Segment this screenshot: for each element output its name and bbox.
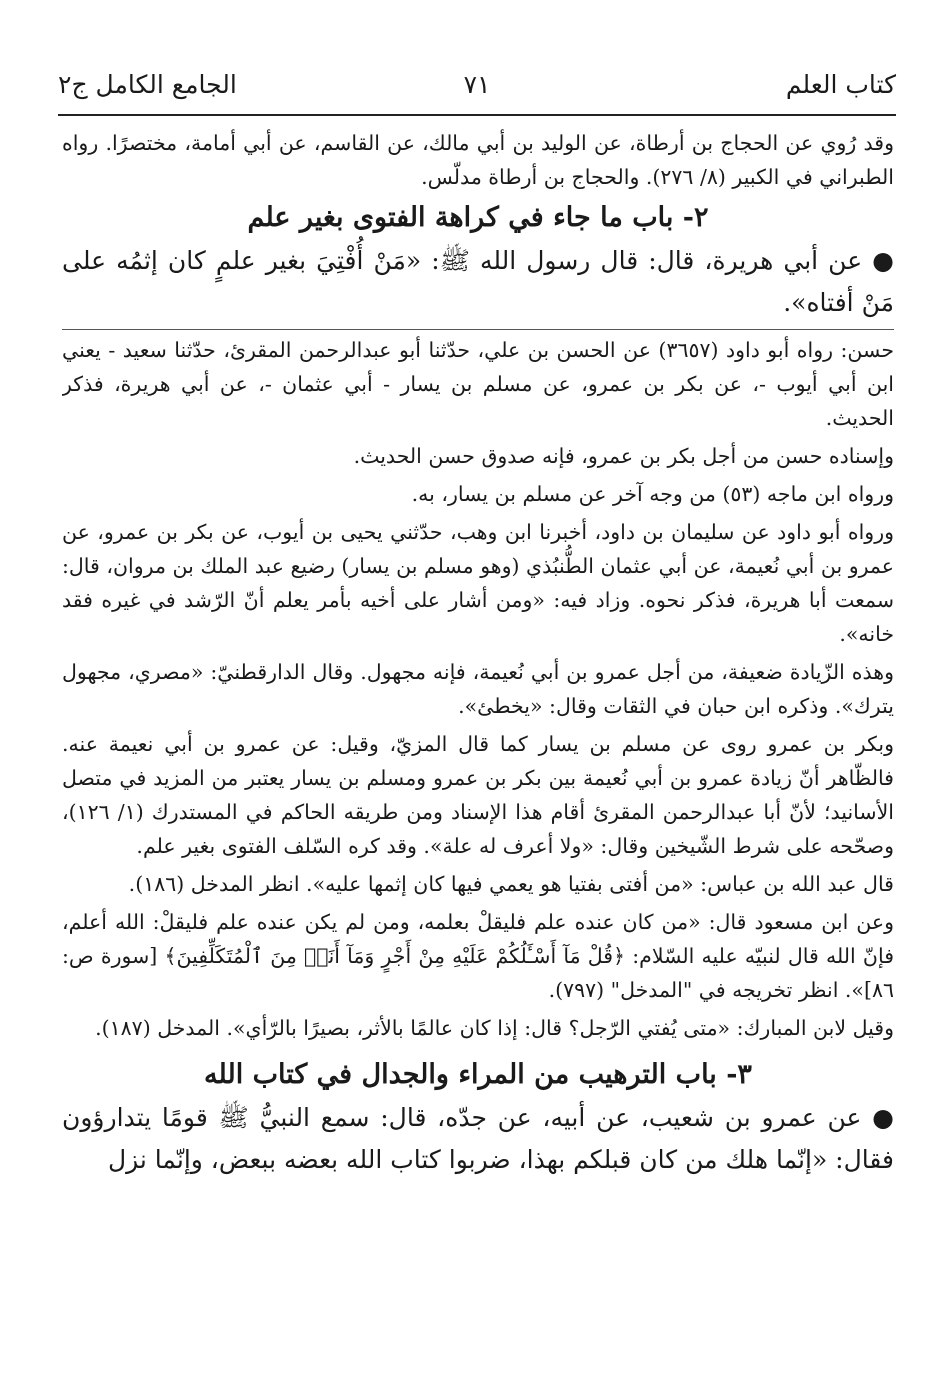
page-content [62,126,894,1376]
footnote-separator [62,329,894,330]
chapter-2-heading: ٢- باب ما جاء في كراهة الفتوى بغير علم [247,202,709,233]
hadith-2-text: ● عن أبي هريرة، قال: قال رسول الله ﷺ: «مَنْ أُفْتِيَ بغير علمٍ كان إثمُه على مَنْ أفتاه». [62,246,894,317]
note-2-2: وإسناده حسن من أجل بكر بن عمرو، فإنه صدوق حسن الحديث. [353,444,894,468]
note-2-6: وبكر بن عمرو روى عن مسلم بن يسار كما قال المزيّ، وقيل: عن عمرو بن أبي نعيمة عنه. فالظّاهر أنّ زيادة عمرو بن أبي نُعيمة بين بكر بن عمرو ومسلم بن يسار يعتبر من المزيد في متصل الأسانيد؛ لأنّ أبا عبدالرحمن المقرئ أقام هذا الإسناد ومن طريقه الحاكم في المستدرك (١/ ١٢٦)، وصحّحه على شرط الشّيخين وقال: «ولا أعرف له علة». وقد كره السّلف الفتوى بغير علم. [62,732,894,858]
note-2-1: حسن: رواه أبو داود (٣٦٥٧) عن الحسن بن علي، حدّثنا أبو عبدالرحمن المقرئ، حدّثنا سعيد - يعني ابن أبي أيوب -، عن بكر بن عمرو، عن مسلم بن يسار - أبي عثمان -، عن أبي هريرة، فذكر الحديث. [62,338,894,430]
header-rule [58,114,896,116]
page-number: ٧١ [463,70,491,99]
note-2-4: ورواه أبو داود عن سليمان بن داود، أخبرنا ابن وهب، حدّثني يحيى بن أيوب، عن بكر بن عمرو، عن عمرو بن أبي نُعيمة، عن أبي عثمان الطُّنبُذي (وهو مسلم بن يسار) رضيع عبد الملك بن مروان، قال: سمعت أبا هريرة، فذكر نحوه. وزاد فيه: «ومن أشار على أخيه بأمر يعلم أنّ الرّشد في غيره فقد خانه». [62,520,894,646]
running-header [58,70,896,104]
header-volume-title: الجامع الكامل ج٢ [58,70,237,99]
note-2-5: وهذه الزّيادة ضعيفة، من أجل عمرو بن أبي نُعيمة، فإنه مجهول. وقال الدارقطنيّ: «مصري، مجهول يترك». وذكره ابن حبان في الثقات وقال: «يخطئ». [62,660,894,718]
note-2-3: ورواه ابن ماجه (٥٣) من وجه آخر عن مسلم بن يسار، به. [411,482,894,506]
note-2-9: وقيل لابن المبارك: «متى يُفتي الرّجل؟ قال: إذا كان عالمًا بالأثر، بصيرًا بالرّأي». المدخل (١٨٧). [95,1016,894,1040]
note-2-8: وعن ابن مسعود قال: «من كان عنده علم فليقلْ بعلمه، ومن لم يكن عنده علم فليقلْ: الله أعلم، فإنّ الله قال لنبيّه عليه السّلام: ﴿قُلْ مَآ أَسْـَٔلُكُمْ عَلَيْهِ مِنْ أَجْرٍ وَمَآ أَنَا۠ مِنَ ٱلْمُتَكَلِّفِينَ﴾ [سورة ص: ٨٦]». انظر تخريجه في "المدخل" (٧٩٧). [62,910,894,1002]
note-2-7: قال عبد الله بن عباس: «من أفتى بفتيا هو يعمي فيها كان إثمها عليه». انظر المدخل (١٨٦). [128,872,894,896]
top-note: وقد رُوي عن الحجاج بن أرطاة، عن الوليد بن أبي مالك، عن القاسم، عن أبي أمامة، مختصرًا. رواه الطبراني في الكبير (٨/ ٢٧٦). والحجاج بن أرطاة مدلّس. [62,131,894,189]
hadith-3-text: ● عن عمرو بن شعيب، عن أبيه، عن جدّه، قال: سمع النبيُّ ﷺ قومًا يتدارؤون فقال: «إنّما هلك من كان قبلكم بهذا، ضربوا كتاب الله بعضه ببعض، وإنّما نزل [62,1103,894,1174]
header-book-title: كتاب العلم [785,70,896,99]
chapter-3-heading: ٣- باب الترهيب من المراء والجدال في كتاب الله [204,1059,752,1090]
